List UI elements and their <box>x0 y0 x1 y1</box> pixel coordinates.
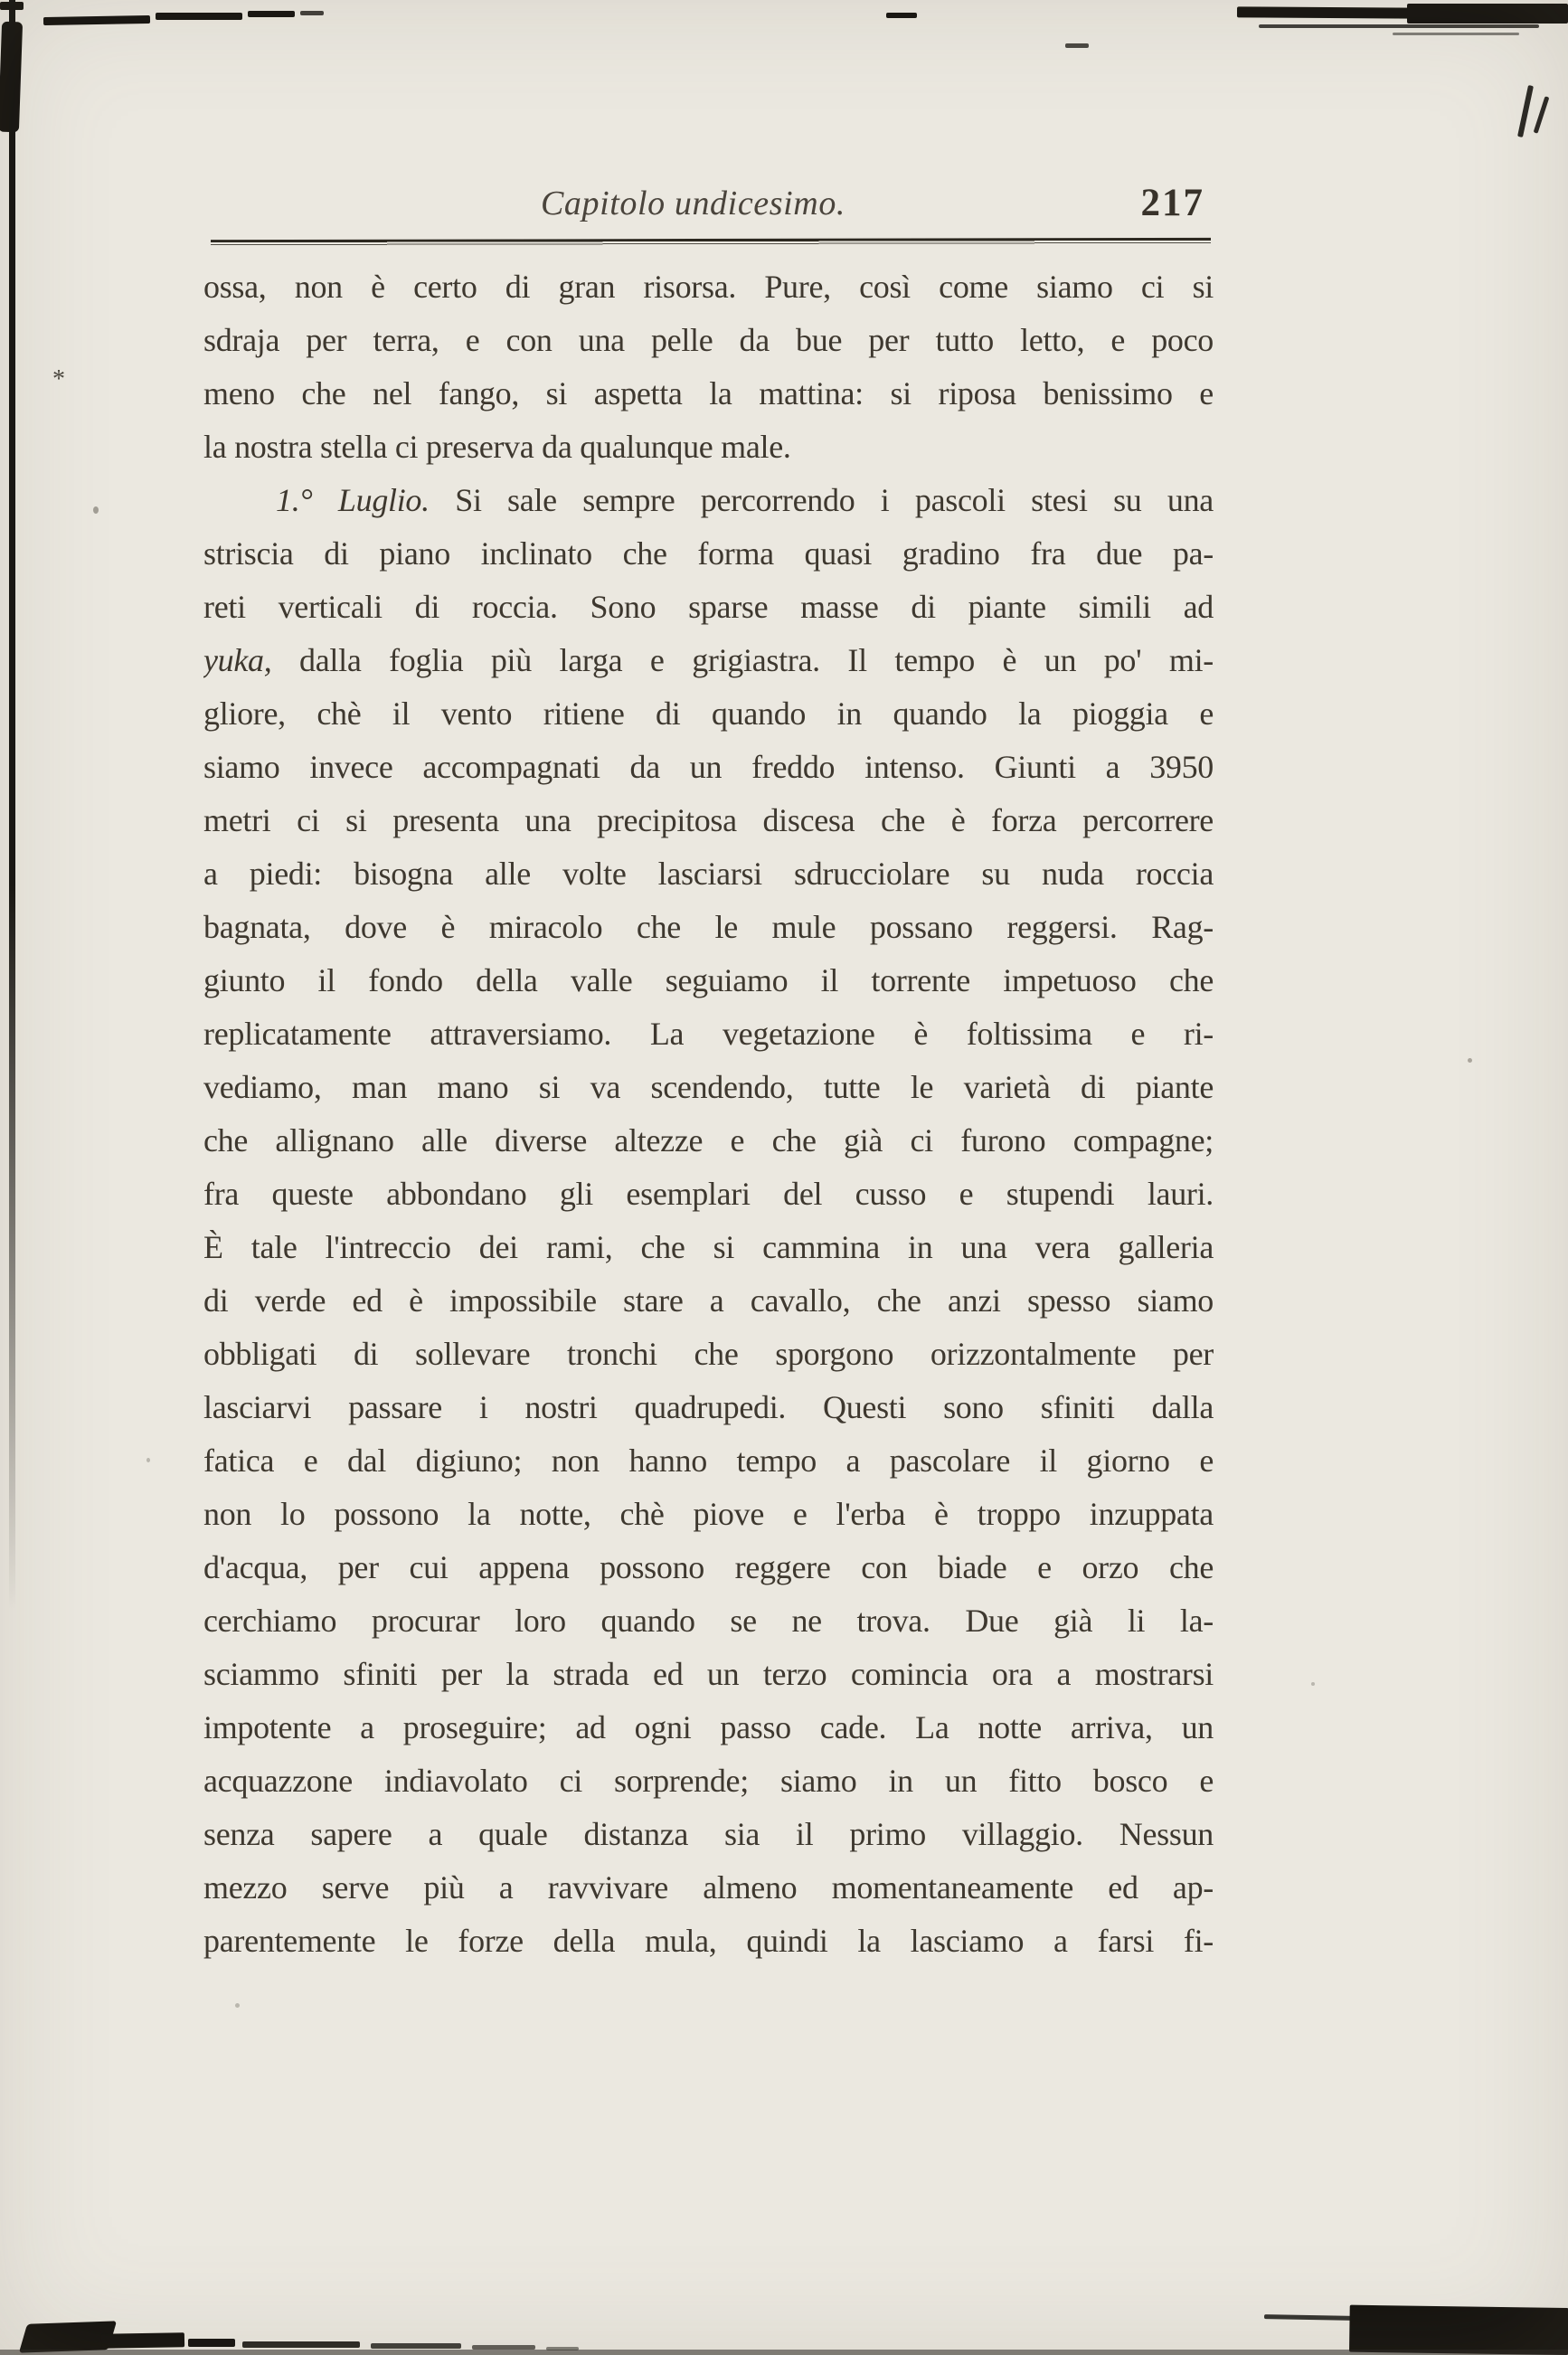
text-segment: metri ci si presenta una precipitosa discesa che è forza percorrere <box>203 802 1214 838</box>
text-line <box>203 1861 1214 1915</box>
text-segment: bagnata, dove è miracolo che le mule possano reggersi. Rag- <box>203 909 1214 945</box>
text-segment: che allignano alle diverse altezze e che già ci furono compagne; <box>203 1122 1214 1159</box>
pen-mark-right <box>1517 85 1534 137</box>
text-segment-italic: yuka, <box>203 642 272 678</box>
text-line <box>203 1381 1214 1434</box>
text-segment: lasciarvi passare i nostri quadrupedi. Questi sono sfiniti dalla <box>203 1389 1214 1425</box>
text-segment: parentemente le forze della mula, quindi la lasciamo a farsi fi- <box>203 1923 1214 1959</box>
margin-mark: * <box>52 365 65 393</box>
text-segment: non lo possono la notte, chè piove e l'erba è troppo inzuppata <box>203 1496 1214 1532</box>
scan-mark-top-right <box>1259 24 1539 28</box>
text-segment: di verde ed è impossibile stare a cavallo, che anzi spesso siamo <box>203 1282 1214 1319</box>
text-line <box>203 474 1214 527</box>
text-segment: impotente a proseguire; ad ogni passo cade. La notte arriva, un <box>203 1709 1214 1745</box>
paper-speck <box>235 2003 240 2008</box>
text-segment: senza sapere a quale distanza sia il primo villaggio. Nessun <box>203 1816 1214 1852</box>
scan-mark-bottom-dash <box>371 2343 461 2349</box>
text-segment: replicatamente attraversiamo. La vegetazione è foltissima e ri- <box>203 1016 1214 1052</box>
text-line <box>203 794 1214 847</box>
text-line <box>203 1594 1214 1648</box>
text-line <box>203 1061 1214 1114</box>
text-segment: vediamo, man mano si va scendendo, tutte le varietà di piante <box>203 1069 1214 1105</box>
scan-mark-dash <box>886 13 917 18</box>
text-segment: fra queste abbondano gli esemplari del cusso e stupendi lauri. <box>203 1176 1214 1212</box>
text-segment: acquazzone indiavolato ci sorprende; siamo in un fitto bosco e <box>203 1763 1214 1799</box>
text-segment: reti verticali di roccia. Sono sparse masse di piante simili ad <box>203 589 1214 625</box>
text-line <box>203 1754 1214 1808</box>
scan-mark-top-left-dash <box>248 11 295 17</box>
scan-mark-top-right <box>1237 6 1418 18</box>
paper-speck <box>146 1458 150 1462</box>
text-segment: dalla foglia più larga e grigiastra. Il tempo è un po' mi- <box>271 642 1214 678</box>
text-line <box>203 581 1214 634</box>
pen-mark-right <box>1534 96 1550 133</box>
text-line <box>203 1168 1214 1221</box>
text-segment: ossa, non è certo di gran risorsa. Pure, così come siamo ci si <box>203 269 1214 305</box>
scan-mark-bottom-dash <box>188 2339 235 2347</box>
page-number: 217 <box>1140 182 1204 224</box>
text-line <box>203 421 1214 474</box>
text-line <box>203 1114 1214 1168</box>
scan-mark-top-left-dash <box>43 15 150 25</box>
text-segment: gliore, chè il vento ritiene di quando in quando la pioggia e <box>203 695 1214 732</box>
page-header <box>203 177 1214 230</box>
text-line <box>203 1808 1214 1861</box>
text-segment: Si sale sempre percorrendo i pascoli stesi su una <box>429 482 1214 518</box>
header-rule <box>211 238 1211 246</box>
paper-speck <box>1468 1058 1472 1063</box>
text-segment: fatica e dal digiuno; non hanno tempo a pascolare il giorno e <box>203 1442 1214 1479</box>
chapter-title: Capitolo undicesimo. <box>540 184 846 222</box>
scan-mark-top-right <box>1393 33 1519 35</box>
text-segment: mezzo serve più a ravvivare almeno momentaneamente ed ap- <box>203 1869 1214 1906</box>
text-segment-italic: 1.° Luglio. <box>276 482 430 518</box>
text-line <box>203 1274 1214 1328</box>
text-line <box>203 954 1214 1007</box>
text-line <box>203 847 1214 901</box>
text-line <box>203 1434 1214 1488</box>
text-segment: cerchiamo procurar loro quando se ne trova. Due già li la- <box>203 1603 1214 1639</box>
scan-mark-dash <box>1065 43 1089 48</box>
text-segment: È tale l'intreccio dei rami, che si cammina in una vera galleria <box>203 1229 1214 1265</box>
scan-mark-bottom-left <box>101 2332 184 2349</box>
scan-mark-top-right <box>1407 4 1568 24</box>
scan-mark-bottom-right <box>1264 2314 1355 2321</box>
paper-speck <box>1311 1682 1315 1686</box>
text-line <box>203 1915 1214 1968</box>
text-line <box>203 314 1214 367</box>
scan-edge-bottom <box>0 2350 1568 2355</box>
text-line <box>203 1221 1214 1274</box>
scan-mark-top-left-dash <box>300 11 324 15</box>
text-segment: siamo invece accompagnati da un freddo intenso. Giunti a 3950 <box>203 749 1214 785</box>
text-line <box>203 1648 1214 1701</box>
text-segment: a piedi: bisogna alle volte lasciarsi sdrucciolare su nuda roccia <box>203 856 1214 892</box>
scan-mark-bottom-dash <box>242 2341 360 2348</box>
scan-mark-top-left-dash <box>156 13 242 20</box>
text-segment: sdraja per terra, e con una pelle da bue per tutto letto, e poco <box>203 322 1214 358</box>
text-line <box>203 1328 1214 1381</box>
text-line <box>203 1007 1214 1061</box>
text-line <box>203 741 1214 794</box>
text-segment: sciammo sfiniti per la strada ed un terzo comincia ora a mostrarsi <box>203 1656 1214 1692</box>
body-text <box>203 260 1214 1968</box>
text-line <box>203 901 1214 954</box>
text-line <box>203 1701 1214 1754</box>
text-line <box>203 367 1214 421</box>
text-segment: d'acqua, per cui appena possono reggere con biade e orzo che <box>203 1549 1214 1585</box>
scan-edge-line-left <box>9 0 15 1610</box>
paper-speck <box>93 506 99 514</box>
text-segment: giunto il fondo della valle seguiamo il torrente impetuoso che <box>203 962 1214 998</box>
scan-mark-bottom-right <box>1349 2305 1568 2355</box>
text-line <box>203 260 1214 314</box>
text-line <box>203 1488 1214 1541</box>
text-line <box>203 527 1214 581</box>
text-line <box>203 687 1214 741</box>
text-line <box>203 634 1214 687</box>
text-segment: la nostra stella ci preserva da qualunque male. <box>203 429 791 465</box>
text-segment: obbligati di sollevare tronchi che sporgono orizzontalmente per <box>203 1336 1214 1372</box>
text-line <box>203 1541 1214 1594</box>
text-segment: meno che nel fango, si aspetta la mattina: si riposa benissimo e <box>203 375 1214 411</box>
text-segment: striscia di piano inclinato che forma quasi gradino fra due pa- <box>203 535 1214 572</box>
